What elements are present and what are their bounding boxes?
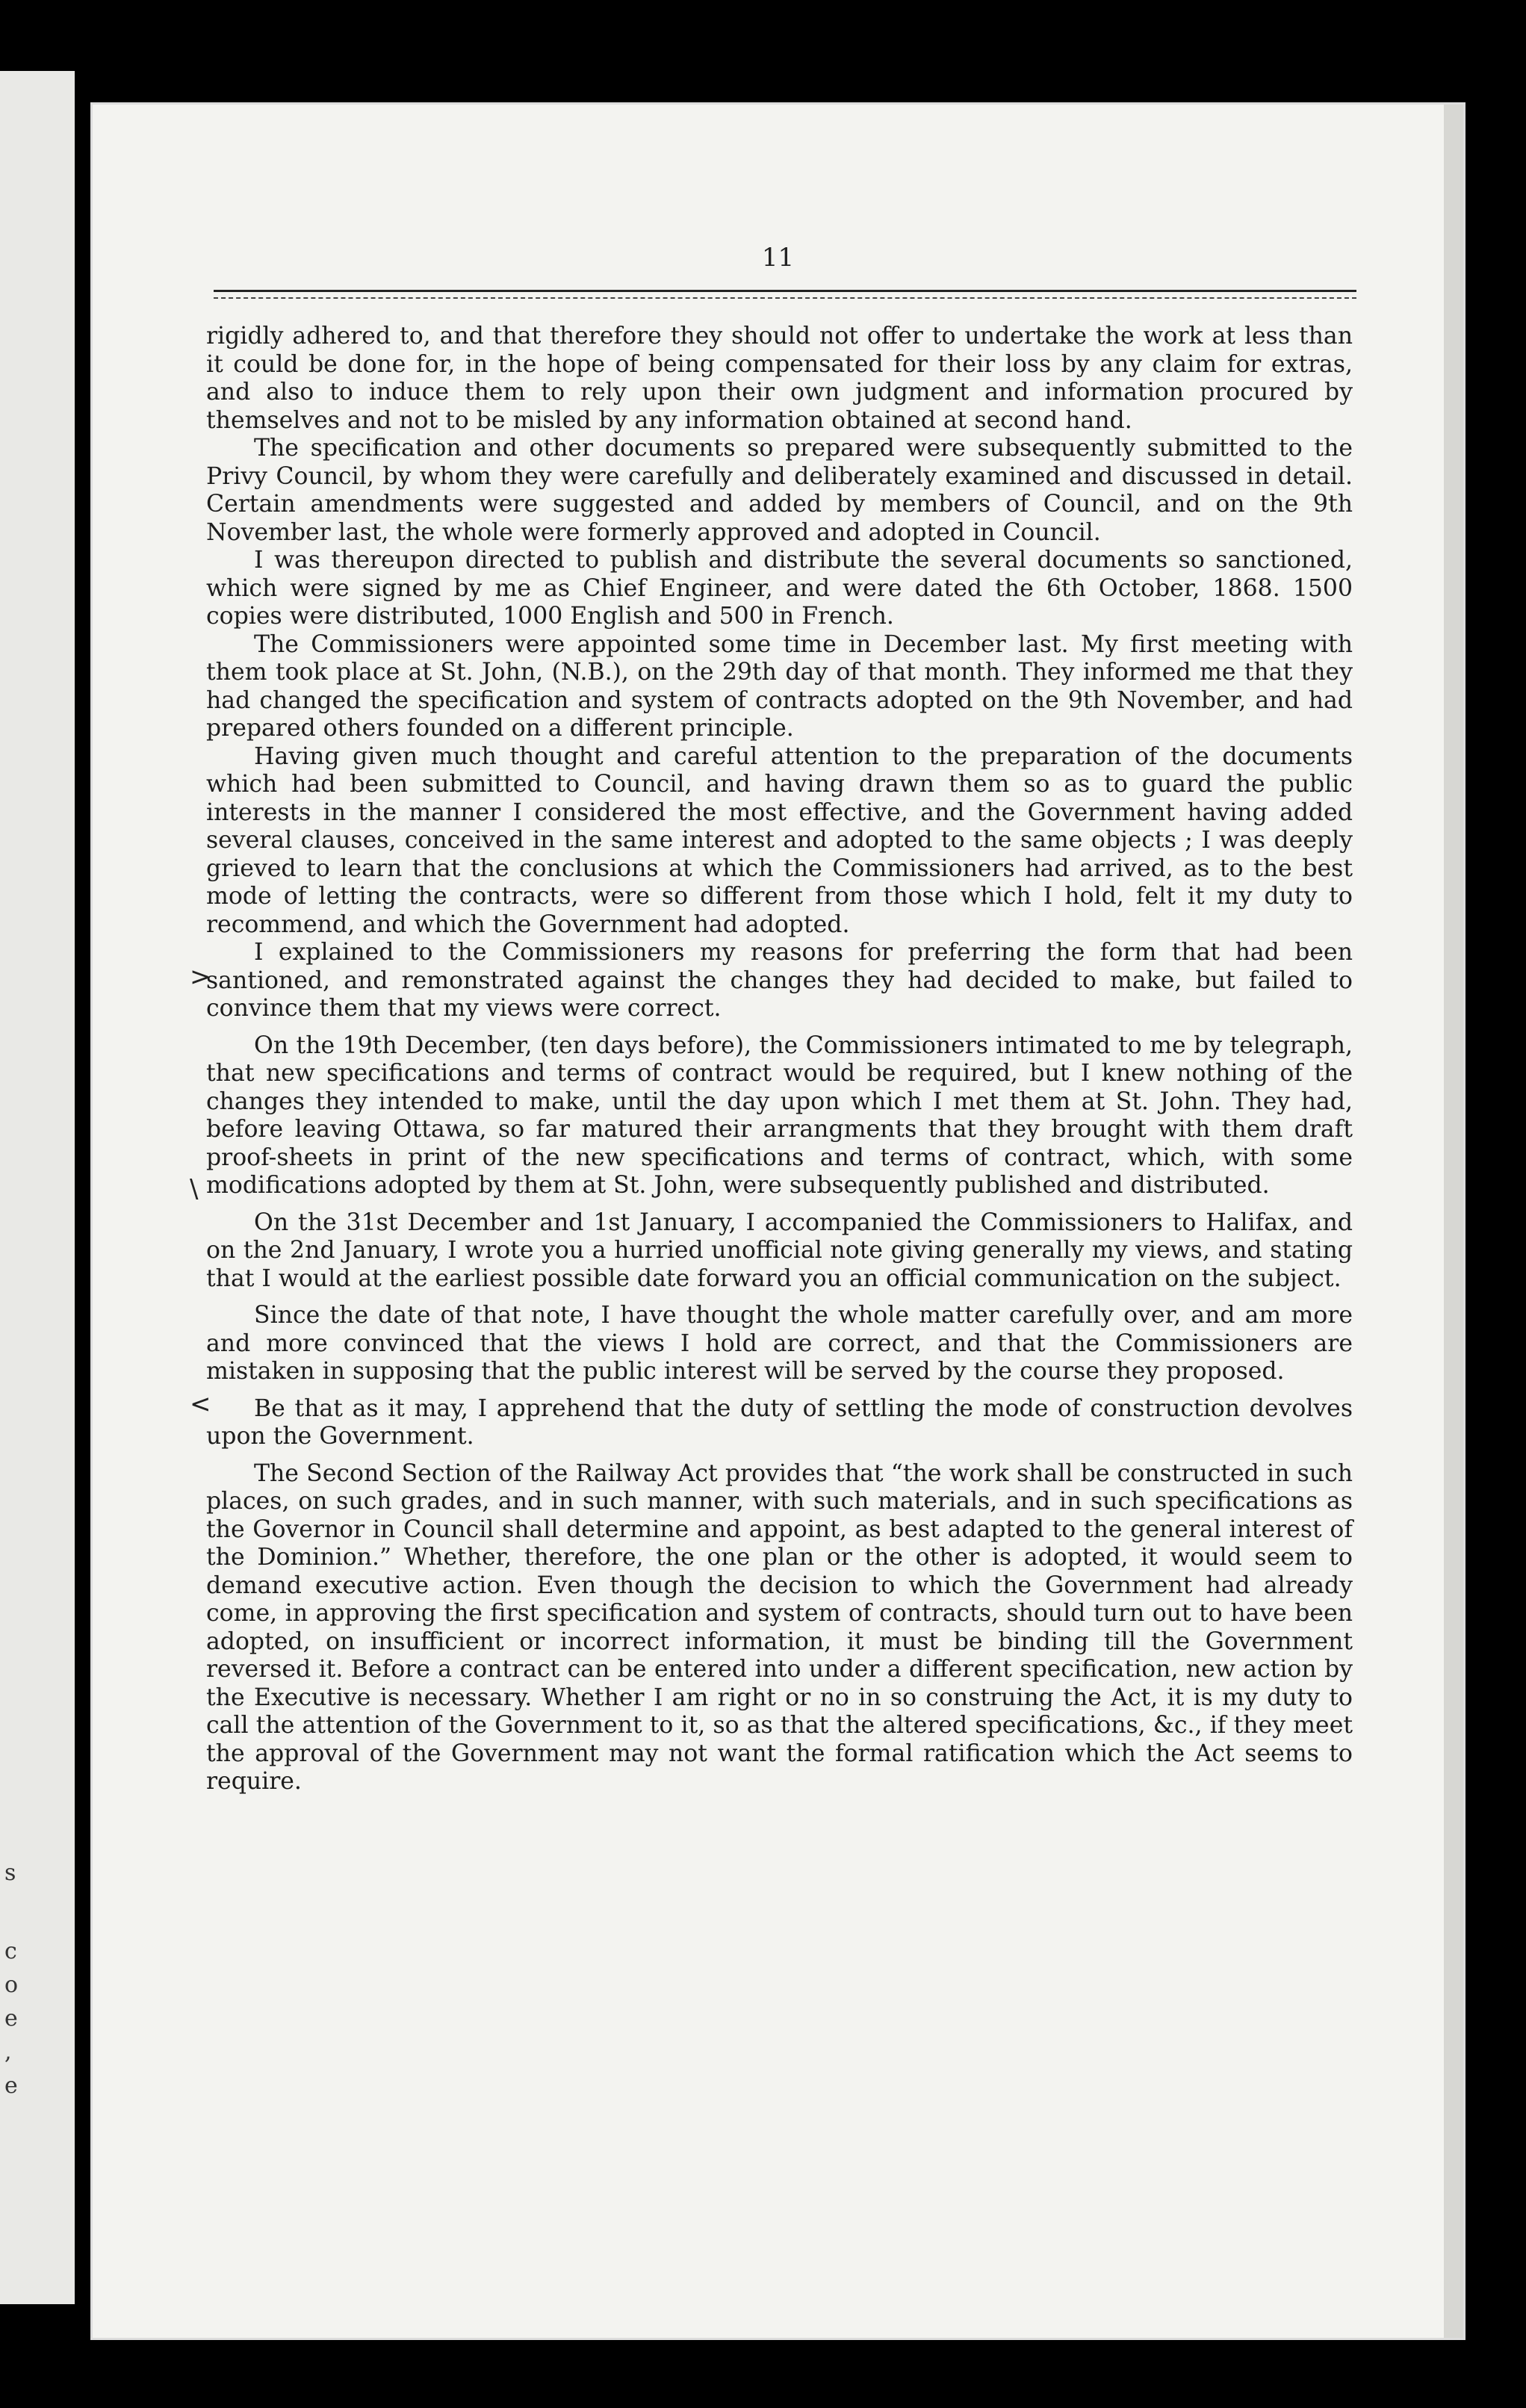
paragraph: The Commissioners were appointed some time in December last. My first meeting with them took place at St. John, (N.B.), on the 29th day of that month. They informed me that they had changed the specification and system of contracts adopted on the 9th November, and had prepared others founded on a different principle. [206,630,1353,742]
document-page [93,105,1463,2338]
facing-page-edge [0,71,75,2304]
paragraph: On the 31st December and 1st January, I accompanied the Commissioners to Halifax, and on the 2nd January, I wrote you a hurried unofficial note giving generally my views, and stating that I would at the earliest possible date forward you an official communication on the subject. [206,1208,1353,1292]
paragraph: On the 19th December, (ten days before), the Commissioners intimated to me by telegraph, that new specifications and terms of contract would be required, but I knew nothing of the changes they intended to make, until the day upon which I met them at St. John. They had, before leaving Ottawa, so far matured their arrangments that they brought with them draft proof-sheets in print of the new specifications and terms of contract, which, with some modifications adopted by them at St. John, were subsequently published and distributed. [206,1031,1353,1199]
margin-mark: < [190,1389,211,1419]
facing-page-fragment: e [4,2073,18,2099]
paragraph: I explained to the Commissioners my reasons for preferring the form that had been santioned, and remonstrated against the changes they had decided to make, but failed to convince them that my views were correct. [206,939,1353,1022]
margin-mark: > [190,962,211,992]
facing-page-fragment: e [4,2005,18,2032]
paragraph: The Second Section of the Railway Act provides that “the work shall be constructed in such places, on such grades, and in such manner, with such materials, and in such specifications as the Governor in Council shall determine and appoint, as best adapted to the general interest of the Dominion.” Whether, therefore, the one plan or the other is adopted, it would seem to demand executive action. Even though the decision to which the Government had already come, in approving the first specification and system of contracts, should turn out to have been adopted, on insufficient or incorrect information, it must be binding till the Government reversed it. Before a contract can be entered into under a different specification, new action by the Executive is necessary. Whether I am right or no in so construing the Act, it is my duty to call the attention of the Government to it, so as that the altered specifications, &c., if they meet the approval of the Government may not want the formal ratification which the Act seems to require. [206,1459,1353,1795]
paragraph: Since the date of that note, I have thought the whole matter carefully over, and am more and more convinced that the views I hold are correct, and that the Commissioners are mistaken in supposing that the public interest will be served by the course they proposed. [206,1302,1353,1385]
facing-page-fragment: o [4,1972,19,1998]
header-rule [214,290,1356,292]
paragraph: Be that as it may, I apprehend that the duty of settling the mode of construction devolves upon the Government. [206,1394,1353,1450]
facing-page-fragment: c [4,1938,17,1964]
paragraph: rigidly adhered to, and that therefore they should not offer to undertake the work at less than it could be done for, in the hope of being compensated for their loss by any claim for extras, and also to induce them to rely upon their own judgment and information procured by themselves and not to be misled by any information obtained at second hand. [206,323,1353,434]
paragraph: I was thereupon directed to publish and distribute the several documents so sanctioned, which were signed by me as Chief Engineer, and were dated the 6th October, 1868. 1500 copies were distributed, 1000 English and 500 in French. [206,547,1353,630]
paragraph: Having given much thought and careful attention to the preparation of the documents which had been submitted to Council, and having drawn them so as to guard the public interests in the manner I considered the most effective, and the Government having added several clauses, conceived in the same interest and adopted to the same objects ; I was deeply grieved to learn that the conclusions at which the Commissioners had arrived, as to the best mode of letting the contracts, were so different from those which I hold, felt it my duty to recommend, and which the Government had adopted. [206,742,1353,938]
paragraph: The specification and other documents so prepared were subsequently submitted to the Privy Council, by whom they were carefully and deliberately examined and discussed in detail. Certain amendments were suggested and added by members of Council, and on the 9th November last, the whole were formerly approved and adopted in Council. [206,435,1353,546]
margin-mark: \ [190,1174,199,1204]
page-edge-shadow [1444,105,1463,2338]
facing-page-fragment: s [4,1860,16,1886]
header-rule-dashed [214,297,1356,299]
document-body [206,323,1353,1796]
facing-page-fragment: , [4,2039,12,2065]
page-number: 11 [761,243,795,273]
